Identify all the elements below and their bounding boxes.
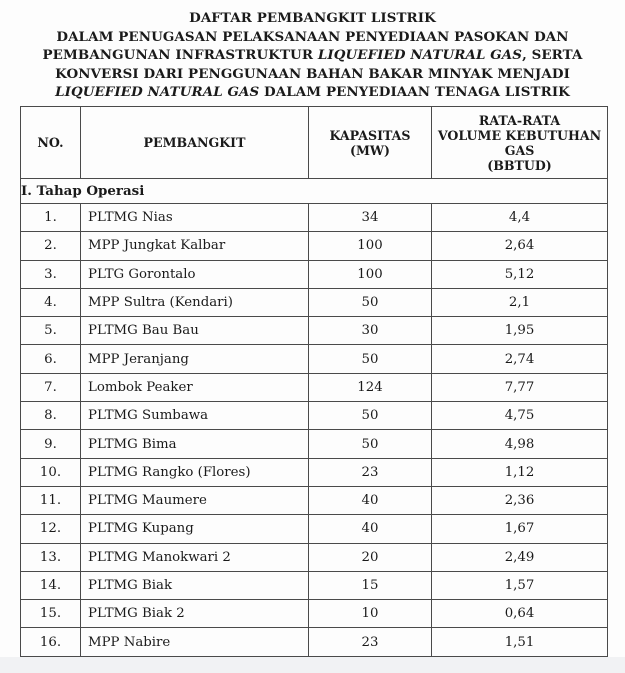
- plant-name: PLTMG Biak: [81, 571, 309, 599]
- gas-volume-bbtud: 1,67: [432, 515, 608, 543]
- capacity-mw: 34: [309, 204, 432, 232]
- row-number: 9.: [21, 430, 81, 458]
- row-number: 8.: [21, 402, 81, 430]
- title-line: [0, 9, 625, 28]
- table-row: [21, 317, 608, 345]
- plant-name: Lombok Peaker: [81, 373, 309, 401]
- header-volume-line: GAS: [504, 142, 535, 158]
- gas-volume-bbtud: 2,64: [432, 232, 608, 260]
- plant-name: PLTMG Maumere: [81, 486, 309, 514]
- gas-volume-bbtud: 1,12: [432, 458, 608, 486]
- table-row: [21, 430, 608, 458]
- header-kapasitas-line: KAPASITAS: [329, 127, 411, 143]
- title-text: KONVERSI DARI PENGGUNAAN BAHAN BAKAR MINYAK MENJADI: [55, 65, 570, 82]
- capacity-mw: 23: [309, 628, 432, 656]
- title-text: , SERTA: [522, 47, 583, 64]
- table-row: [21, 373, 608, 401]
- title-italic-term: LIQUEFIED NATURAL GAS: [317, 47, 523, 64]
- plant-name: MPP Jungkat Kalbar: [81, 232, 309, 260]
- plant-name: PLTMG Rangko (Flores): [81, 458, 309, 486]
- table-row: [21, 345, 608, 373]
- table-header-row: [21, 107, 608, 179]
- gas-volume-bbtud: 2,1: [432, 288, 608, 316]
- capacity-mw: 10: [309, 600, 432, 628]
- capacity-mw: 50: [309, 430, 432, 458]
- header-volume-line: VOLUME KEBUTUHAN: [437, 127, 602, 143]
- gas-volume-bbtud: 5,12: [432, 260, 608, 288]
- capacity-mw: 100: [309, 260, 432, 288]
- capacity-mw: 100: [309, 232, 432, 260]
- gas-volume-bbtud: 2,36: [432, 486, 608, 514]
- table-row: [21, 288, 608, 316]
- capacity-mw: 50: [309, 288, 432, 316]
- row-number: 1.: [21, 204, 81, 232]
- plant-name: PLTG Gorontalo: [81, 260, 309, 288]
- row-number: 16.: [21, 628, 81, 656]
- plant-name: PLTMG Bima: [81, 430, 309, 458]
- gas-volume-bbtud: 0,64: [432, 600, 608, 628]
- row-number: 5.: [21, 317, 81, 345]
- section-label: I. Tahap Operasi: [21, 179, 608, 204]
- gas-volume-bbtud: 1,95: [432, 317, 608, 345]
- row-number: 15.: [21, 600, 81, 628]
- table-row: [21, 204, 608, 232]
- plant-name: MPP Jeranjang: [81, 345, 309, 373]
- plant-name: MPP Nabire: [81, 628, 309, 656]
- capacity-mw: 23: [309, 458, 432, 486]
- gas-volume-bbtud: 2,74: [432, 345, 608, 373]
- title-italic-term: LIQUEFIED NATURAL GAS: [55, 84, 260, 101]
- title-line: [0, 83, 625, 102]
- capacity-mw: 50: [309, 345, 432, 373]
- row-number: 4.: [21, 288, 81, 316]
- table-row: [21, 515, 608, 543]
- plant-name: PLTMG Sumbawa: [81, 402, 309, 430]
- row-number: 10.: [21, 458, 81, 486]
- plant-name: PLTMG Nias: [81, 204, 309, 232]
- capacity-mw: 50: [309, 402, 432, 430]
- capacity-mw: 20: [309, 543, 432, 571]
- row-number: 2.: [21, 232, 81, 260]
- title-text: DALAM PENYEDIAAN TENAGA LISTRIK: [259, 84, 570, 101]
- capacity-mw: 15: [309, 571, 432, 599]
- row-number: 7.: [21, 373, 81, 401]
- table-row: [21, 543, 608, 571]
- header-pembangkit: PEMBANGKIT: [81, 107, 309, 179]
- row-number: 14.: [21, 571, 81, 599]
- title-text: PEMBANGUNAN INFRASTRUKTUR: [42, 47, 318, 64]
- plant-name: PLTMG Biak 2: [81, 600, 309, 628]
- capacity-mw: 124: [309, 373, 432, 401]
- title-line: [0, 28, 625, 47]
- table-row: [21, 628, 608, 656]
- table-row: [21, 402, 608, 430]
- table-row: [21, 571, 608, 599]
- header-volume: [432, 107, 608, 179]
- document-title: [0, 9, 625, 102]
- capacity-mw: 40: [309, 515, 432, 543]
- row-number: 13.: [21, 543, 81, 571]
- power-plant-table: [20, 106, 608, 657]
- gas-volume-bbtud: 2,49: [432, 543, 608, 571]
- gas-volume-bbtud: 1,51: [432, 628, 608, 656]
- gas-volume-bbtud: 4,4: [432, 204, 608, 232]
- gas-volume-bbtud: 4,75: [432, 402, 608, 430]
- plant-name: PLTMG Kupang: [81, 515, 309, 543]
- row-number: 12.: [21, 515, 81, 543]
- gas-volume-bbtud: 7,77: [432, 373, 608, 401]
- capacity-mw: 40: [309, 486, 432, 514]
- table-row: [21, 486, 608, 514]
- table-row: [21, 260, 608, 288]
- page-bottom-strip: [0, 657, 625, 673]
- section-row: [21, 179, 608, 204]
- plant-name: PLTMG Bau Bau: [81, 317, 309, 345]
- row-number: 3.: [21, 260, 81, 288]
- table-row: [21, 600, 608, 628]
- row-number: 11.: [21, 486, 81, 514]
- header-volume-line: RATA-RATA: [478, 112, 561, 128]
- capacity-mw: 30: [309, 317, 432, 345]
- header-kapasitas: [309, 107, 432, 179]
- plant-name: MPP Sultra (Kendari): [81, 288, 309, 316]
- title-text: DALAM PENUGASAN PELAKSANAAN PENYEDIAAN PASOKAN DAN: [56, 28, 569, 45]
- table-row: [21, 458, 608, 486]
- title-line: [0, 46, 625, 65]
- header-no: NO.: [21, 107, 81, 179]
- header-kapasitas-unit: (MW): [349, 142, 390, 158]
- title-text: DAFTAR PEMBANGKIT LISTRIK: [189, 10, 436, 26]
- gas-volume-bbtud: 4,98: [432, 430, 608, 458]
- row-number: 6.: [21, 345, 81, 373]
- gas-volume-bbtud: 1,57: [432, 571, 608, 599]
- table-row: [21, 232, 608, 260]
- header-volume-unit: (BBTUD): [487, 157, 552, 173]
- title-line: [0, 65, 625, 84]
- plant-name: PLTMG Manokwari 2: [81, 543, 309, 571]
